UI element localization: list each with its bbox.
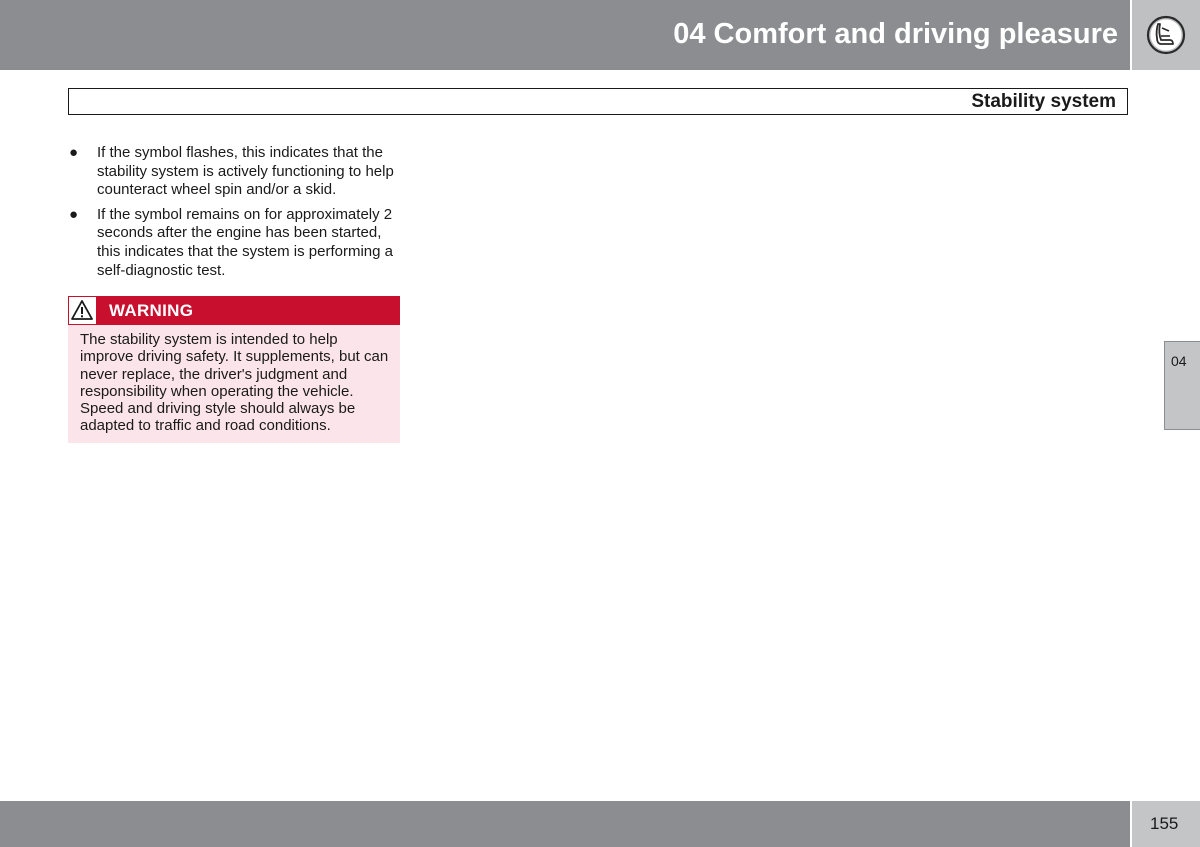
bullet-list <box>68 144 404 286</box>
bullet-dot: ● <box>69 144 79 161</box>
section-title: Stability system <box>971 91 1116 112</box>
warning-icon-wrap <box>68 296 97 325</box>
chapter-title: 04 Comfort and driving pleasure <box>673 18 1118 50</box>
warning-triangle-icon <box>71 299 93 321</box>
side-tab-label: 04 <box>1171 353 1187 369</box>
bullet-text: If the symbol remains on for approximately 2 seconds after the engine has been started, this indicates that the system is performing a self-diagnostic test. <box>97 205 393 279</box>
list-item <box>68 144 404 200</box>
page-number: 155 <box>1150 814 1179 833</box>
header-bar <box>0 0 1130 70</box>
warning-title: WARNING <box>109 301 194 320</box>
warning-header <box>68 296 400 325</box>
bullet-text: If the symbol flashes, this indicates that the stability system is actively functioning to help counteract wheel spin and/or a skid. <box>97 144 394 199</box>
list-item <box>68 206 404 280</box>
chapter-side-tab[interactable] <box>1164 341 1200 430</box>
seat-icon <box>1146 15 1186 55</box>
warning-text: The stability system is intended to help improve driving safety. It supplements, but can never replace, the driver's judgment and responsibility when operating the vehicle. Speed and driving style should always be adapted to traffic and road conditions. <box>80 331 389 435</box>
bullet-dot: ● <box>69 205 79 223</box>
warning-box <box>68 296 400 443</box>
section-heading-box <box>68 88 1128 115</box>
footer-bar <box>0 801 1130 847</box>
chapter-icon-box <box>1132 0 1200 70</box>
page-number-box <box>1132 801 1200 847</box>
